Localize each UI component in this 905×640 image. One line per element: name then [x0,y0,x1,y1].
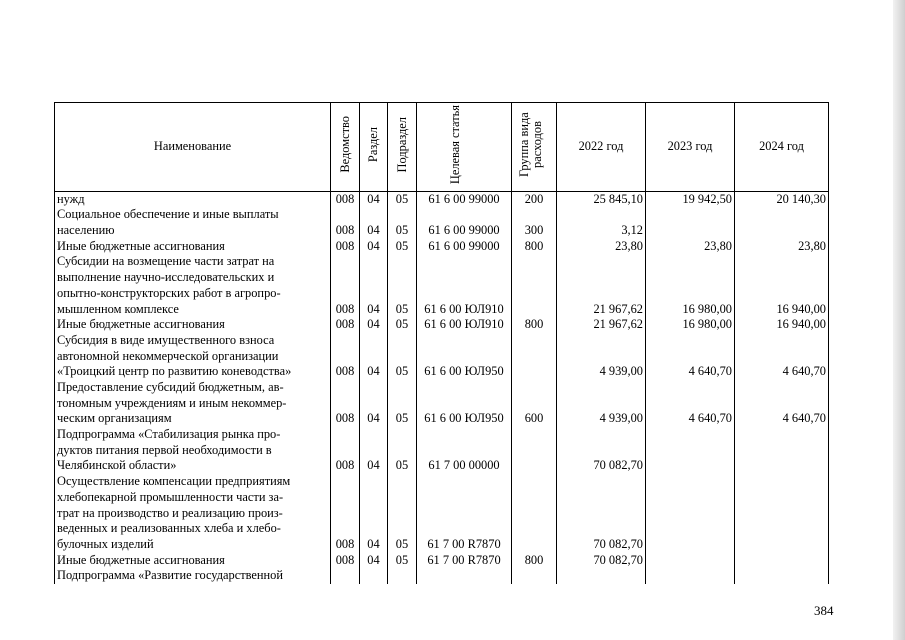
ved-cell: 008 [331,191,360,207]
header-2024: 2024 год [735,103,829,192]
amount-2023-cell: 4 640,70 [646,333,735,380]
podrazdel-cell: 05 [388,427,417,474]
ved-cell: 008 [331,333,360,380]
header-celevaya-statya: Целевая статья [417,103,512,192]
row-name-line: Субсидии на возмещение части затрат на [57,254,275,269]
table-row [55,333,829,380]
ved-cell: 008 [331,380,360,427]
row-name-cell [55,553,331,569]
gruppa-cell: 600 [512,380,557,427]
table-row [55,553,829,569]
row-name-line: веденных и реализованных хлеба и хлебо- [57,521,281,536]
gruppa-cell [512,474,557,552]
table-row [55,207,829,238]
table-row [55,568,829,584]
table-row [55,317,829,333]
gruppa-cell: 800 [512,553,557,569]
row-name-line: выполнение научно-исследовательских и [57,270,275,285]
razdel-cell: 04 [360,380,388,427]
razdel-cell [360,568,388,584]
row-name-line: Социальное обеспечение и иные выплаты [57,207,279,222]
gruppa-cell [512,333,557,380]
amount-2024-cell [735,553,829,569]
ved-cell: 008 [331,553,360,569]
podrazdel-cell: 05 [388,207,417,238]
header-razdel: Раздел [360,103,388,192]
celevaya-statya-cell: 61 6 00 ЮЛ950 [417,380,512,427]
amount-2022-cell: 3,12 [557,207,646,238]
amount-2022-cell [557,568,646,584]
amount-2022-cell: 21 967,62 [557,254,646,317]
row-name-line: Подпрограмма «Стабилизация рынка про- [57,427,281,442]
podrazdel-cell: 05 [388,317,417,333]
podrazdel-cell: 05 [388,191,417,207]
table-header-row [55,103,829,192]
row-name-line: ческим организациям [57,411,172,426]
amount-2024-cell: 16 940,00 [735,317,829,333]
gruppa-cell: 800 [512,239,557,255]
row-name-cell [55,254,331,317]
table-body [55,191,829,584]
amount-2022-cell: 70 082,70 [557,553,646,569]
razdel-cell: 04 [360,317,388,333]
row-name-line: населению [57,223,115,238]
gruppa-cell [512,254,557,317]
amount-2024-cell: 16 940,00 [735,254,829,317]
header-podrazdel: Подраздел [388,103,417,192]
table-row [55,427,829,474]
row-name-cell [55,239,331,255]
gruppa-cell: 200 [512,191,557,207]
row-name-line: Подпрограмма «Развитие государственной [57,568,283,583]
row-name-line: Осуществление компенсации предприятиям [57,474,291,489]
table-row [55,474,829,552]
row-name-line: опытно-конструкторских работ в агропро- [57,285,281,300]
celevaya-statya-cell: 61 6 00 ЮЛ950 [417,333,512,380]
celevaya-statya-cell: 61 6 00 ЮЛ910 [417,317,512,333]
razdel-cell: 04 [360,474,388,552]
row-name-line: тономным учреждениям и иным некоммер- [57,395,287,410]
row-name-cell [55,568,331,584]
amount-2024-cell: 23,80 [735,239,829,255]
podrazdel-cell: 05 [388,380,417,427]
celevaya-statya-cell: 61 7 00 R7870 [417,553,512,569]
podrazdel-cell: 05 [388,239,417,255]
amount-2023-cell [646,553,735,569]
budget-table [54,102,829,584]
amount-2022-cell: 21 967,62 [557,317,646,333]
podrazdel-cell: 05 [388,553,417,569]
celevaya-statya-cell: 61 7 00 00000 [417,427,512,474]
table-row [55,254,829,317]
header-name: Наименование [55,103,331,192]
amount-2024-cell: 4 640,70 [735,333,829,380]
razdel-cell: 04 [360,207,388,238]
amount-2023-cell: 16 980,00 [646,254,735,317]
celevaya-statya-cell: 61 6 00 99000 [417,191,512,207]
amount-2023-cell [646,207,735,238]
podrazdel-cell: 05 [388,474,417,552]
amount-2023-cell: 4 640,70 [646,380,735,427]
amount-2024-cell [735,568,829,584]
row-name-line: Иные бюджетные ассигнования [57,552,225,567]
razdel-cell: 04 [360,427,388,474]
gruppa-cell: 800 [512,317,557,333]
row-name-cell [55,317,331,333]
header-2023: 2023 год [646,103,735,192]
ved-cell: 008 [331,474,360,552]
table-row [55,380,829,427]
row-name-cell [55,380,331,427]
ved-cell [331,568,360,584]
celevaya-statya-cell: 61 7 00 R7870 [417,474,512,552]
row-name-line: «Троицкий центр по развитию коневодства» [57,364,292,379]
razdel-cell: 04 [360,553,388,569]
amount-2023-cell [646,474,735,552]
amount-2024-cell [735,427,829,474]
amount-2022-cell: 70 082,70 [557,427,646,474]
razdel-cell: 04 [360,239,388,255]
podrazdel-cell: 05 [388,333,417,380]
podrazdel-cell [388,568,417,584]
amount-2024-cell [735,207,829,238]
row-name-line: мышленном комплексе [57,301,179,316]
row-name-line: трат на производство и реализацию произ- [57,505,283,520]
celevaya-statya-cell [417,568,512,584]
row-name-cell [55,333,331,380]
row-name-line: нужд [57,191,85,206]
row-name-line: дуктов питания первой необходимости в [57,442,272,457]
razdel-cell: 04 [360,333,388,380]
amount-2022-cell: 23,80 [557,239,646,255]
header-ved: Ведомство [331,103,360,192]
celevaya-statya-cell: 61 6 00 ЮЛ910 [417,254,512,317]
row-name-line: Субсидия в виде имущественного взноса [57,332,275,347]
ved-cell: 008 [331,207,360,238]
amount-2022-cell: 25 845,10 [557,191,646,207]
ved-cell: 008 [331,427,360,474]
row-name-cell [55,427,331,474]
row-name-cell [55,191,331,207]
row-name-line: Предоставление субсидий бюджетным, ав- [57,380,284,394]
amount-2024-cell: 20 140,30 [735,191,829,207]
amount-2023-cell [646,427,735,474]
row-name-line: хлебопекарной промышленности части за- [57,489,284,504]
row-name-line: Иные бюджетные ассигнования [57,238,225,253]
amount-2023-cell [646,568,735,584]
page-number: 384 [814,603,834,618]
amount-2024-cell: 4 640,70 [735,380,829,427]
ved-cell: 008 [331,254,360,317]
ved-cell: 008 [331,239,360,255]
amount-2023-cell: 23,80 [646,239,735,255]
gruppa-cell [512,427,557,474]
row-name-cell [55,207,331,238]
table-row [55,239,829,255]
row-name-line: Челябинской области» [57,458,177,473]
row-name-line: Иные бюджетные ассигнования [57,317,225,332]
amount-2022-cell: 4 939,00 [557,333,646,380]
scan-edge-shadow [893,0,905,640]
row-name-cell [55,474,331,552]
table-row [55,191,829,207]
gruppa-cell [512,568,557,584]
celevaya-statya-cell: 61 6 00 99000 [417,207,512,238]
amount-2024-cell [735,474,829,552]
razdel-cell: 04 [360,191,388,207]
amount-2022-cell: 4 939,00 [557,380,646,427]
razdel-cell: 04 [360,254,388,317]
amount-2023-cell: 16 980,00 [646,317,735,333]
row-name-line: булочных изделий [57,536,154,551]
row-name-line: автономной некоммерческой организации [57,348,279,363]
podrazdel-cell: 05 [388,254,417,317]
amount-2022-cell: 70 082,70 [557,474,646,552]
celevaya-statya-cell: 61 6 00 99000 [417,239,512,255]
header-2022: 2022 год [557,103,646,192]
amount-2023-cell: 19 942,50 [646,191,735,207]
header-gruppa-vida-rashodov: Группа вида расходов [512,103,557,192]
gruppa-cell: 300 [512,207,557,238]
ved-cell: 008 [331,317,360,333]
